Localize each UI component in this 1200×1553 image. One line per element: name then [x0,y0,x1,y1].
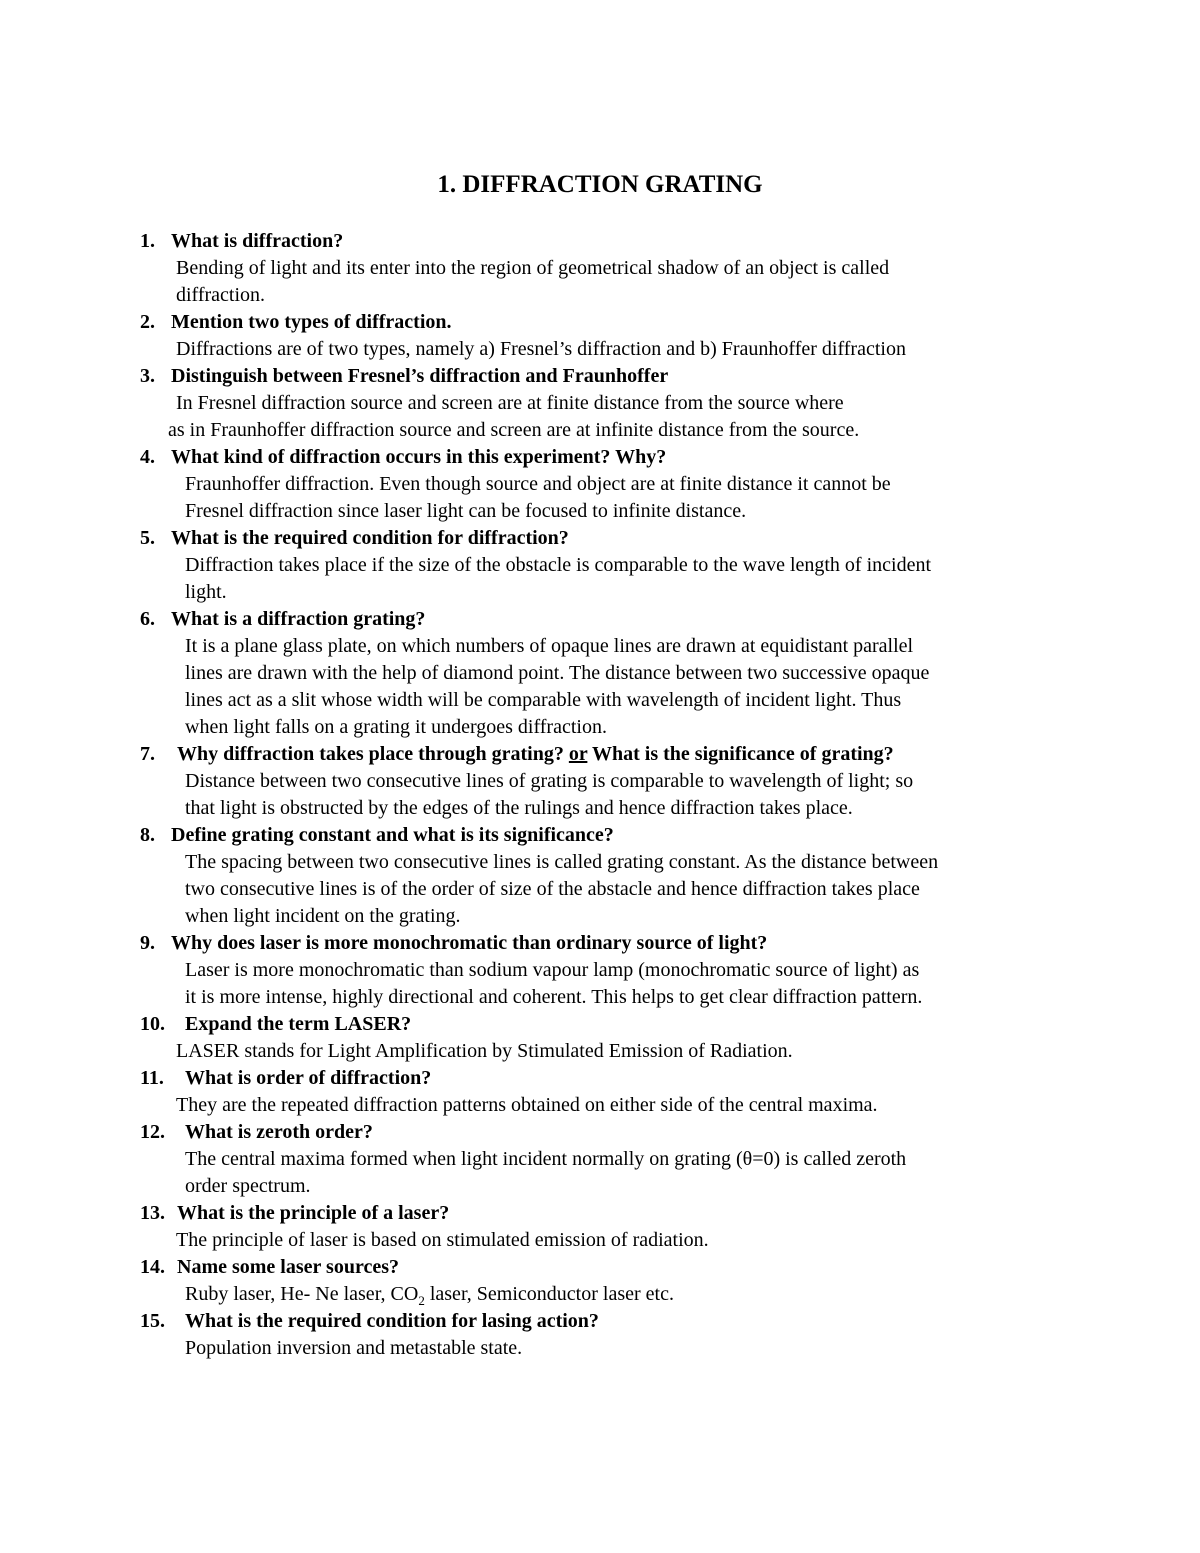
question-heading [0,822,1200,849]
answer-text [176,255,1060,309]
answer-line: Distance between two consecutive lines of grating is comparable to wavelength of light; so [185,770,914,792]
list-item [0,1200,1200,1254]
answer-line: when light falls on a grating it undergoes diffraction. [185,716,607,738]
answer-line: that light is obstructed by the edges of the rulings and hence diffraction takes place. [185,797,853,819]
question-number: 1. [140,230,155,252]
answer-text [185,849,1060,930]
question-heading [0,741,1200,768]
question-text: Define grating constant and what is its significance? [171,824,614,846]
answer-line: It is a plane glass plate, on which numbers of opaque lines are drawn at equidistant parallel [185,635,914,657]
question-text: Distinguish between Fresnel’s diffraction and Fraunhoffer [171,365,669,387]
answer-line: The central maxima formed when light incident normally on grating (θ=0) is called zeroth [185,1148,907,1170]
question-heading [0,1065,1200,1092]
question-text: What is diffraction? [171,230,344,252]
answer-line: order spectrum. [185,1175,311,1197]
answer-line: diffraction. [176,284,266,306]
question-number: 5. [140,527,155,549]
page-title: 1. DIFFRACTION GRATING [437,171,763,198]
question-heading [0,1308,1200,1335]
list-item [0,1119,1200,1200]
answer-line: Diffractions are of two types, namely a) Fresnel’s diffraction and b) Fraunhoffer diffraction [176,338,906,360]
question-number: 12. [140,1121,165,1143]
question-text: Expand the term LASER? [185,1013,412,1035]
question-number: 15. [140,1310,165,1332]
answer-text [168,390,1060,444]
question-text [177,741,894,768]
question-number: 13. [140,1202,165,1224]
answer-text [176,1227,1060,1254]
answer-text [185,471,1060,525]
list-item [0,363,1200,444]
answer-line: as in Fraunhoffer diffraction source and screen are at infinite distance from the source. [168,419,860,441]
subscript-two: 2 [418,1293,425,1308]
answer-line: Bending of light and its enter into the region of geometrical shadow of an object is called [176,257,890,279]
answer-line: two consecutive lines is of the order of size of the abstacle and hence diffraction takes place [185,878,920,900]
answer-text [185,957,1060,1011]
question-text-part1: Why diffraction takes place through grating? [177,743,564,765]
question-text: Mention two types of diffraction. [171,311,452,333]
question-heading [0,444,1200,471]
answer-text [185,633,1060,741]
answer-text [185,1335,1060,1362]
question-heading [0,1200,1200,1227]
question-text: What is zeroth order? [185,1121,373,1143]
question-heading [0,363,1200,390]
answer-line: lines act as a slit whose width will be comparable with wavelength of incident light. Thus [185,689,902,711]
answer-text [185,1146,1060,1200]
list-item [0,228,1200,309]
answer-line [185,1281,1060,1308]
answer-line: Population inversion and metastable state. [185,1337,523,1359]
list-item [0,309,1200,363]
list-item [0,741,1200,822]
answer-line: it is more intense, highly directional and coherent. This helps to get clear diffraction pattern. [185,986,923,1008]
answer-text [185,1281,1060,1308]
list-item [0,525,1200,606]
question-text: Why does laser is more monochromatic than ordinary source of light? [171,932,768,954]
answer-text [185,768,1060,822]
question-number: 3. [140,365,155,387]
answer-line: Fraunhoffer diffraction. Even though source and object are at finite distance it cannot be [185,473,891,495]
question-number: 4. [140,446,155,468]
question-heading [0,1119,1200,1146]
list-item [0,1011,1200,1065]
answer-line: The spacing between two consecutive lines is called grating constant. As the distance between [185,851,939,873]
answer-text-part: laser, Semiconductor laser etc. [424,1283,674,1305]
answer-text [176,1092,1060,1119]
list-item [0,444,1200,525]
question-number: 10. [140,1013,165,1035]
answer-text [176,336,1060,363]
question-or: or [568,743,588,765]
list-item [0,1254,1200,1308]
list-item [0,606,1200,741]
list-item [0,822,1200,930]
question-text: What is order of diffraction? [185,1067,432,1089]
question-number: 2. [140,311,155,333]
question-text-part2: What is the significance of grating? [592,743,894,765]
question-heading [0,228,1200,255]
list-item [0,1065,1200,1119]
answer-line: They are the repeated diffraction patterns obtained on either side of the central maxima. [176,1094,878,1116]
question-heading [0,1254,1200,1281]
question-text: What is a diffraction grating? [171,608,426,630]
question-text: What kind of diffraction occurs in this experiment? Why? [171,446,667,468]
question-number: 7. [140,743,155,765]
answer-text [185,552,1060,606]
question-number: 14. [140,1256,165,1278]
question-text: What is the required condition for lasing action? [185,1310,599,1332]
question-text: What is the required condition for diffraction? [171,527,569,549]
answer-line: light. [185,581,227,603]
question-text: Name some laser sources? [177,1256,399,1278]
question-number: 9. [140,932,155,954]
answer-line: lines are drawn with the help of diamond point. The distance between two successive opaque [185,662,930,684]
answer-text [176,1038,1060,1065]
list-item [0,930,1200,1011]
question-list [0,228,1200,1362]
question-heading [0,606,1200,633]
answer-text-part: Ruby laser, He- Ne laser, CO [185,1283,419,1305]
question-heading [0,309,1200,336]
answer-line: Diffraction takes place if the size of the obstacle is comparable to the wave length of incident [185,554,932,576]
answer-line: In Fresnel diffraction source and screen are at finite distance from the source where [176,392,844,414]
answer-line: Fresnel diffraction since laser light can be focused to infinite distance. [185,500,747,522]
answer-line: Laser is more monochromatic than sodium vapour lamp (monochromatic source of light) as [185,959,920,981]
question-number: 11. [140,1067,164,1089]
question-text: What is the principle of a laser? [177,1202,450,1224]
answer-line: LASER stands for Light Amplification by Stimulated Emission of Radiation. [176,1040,793,1062]
answer-line: The principle of laser is based on stimulated emission of radiation. [176,1229,709,1251]
question-heading [0,525,1200,552]
question-heading [0,1011,1200,1038]
question-number: 6. [140,608,155,630]
list-item [0,1308,1200,1362]
question-heading [0,930,1200,957]
answer-line: when light incident on the grating. [185,905,461,927]
question-number: 8. [140,824,155,846]
